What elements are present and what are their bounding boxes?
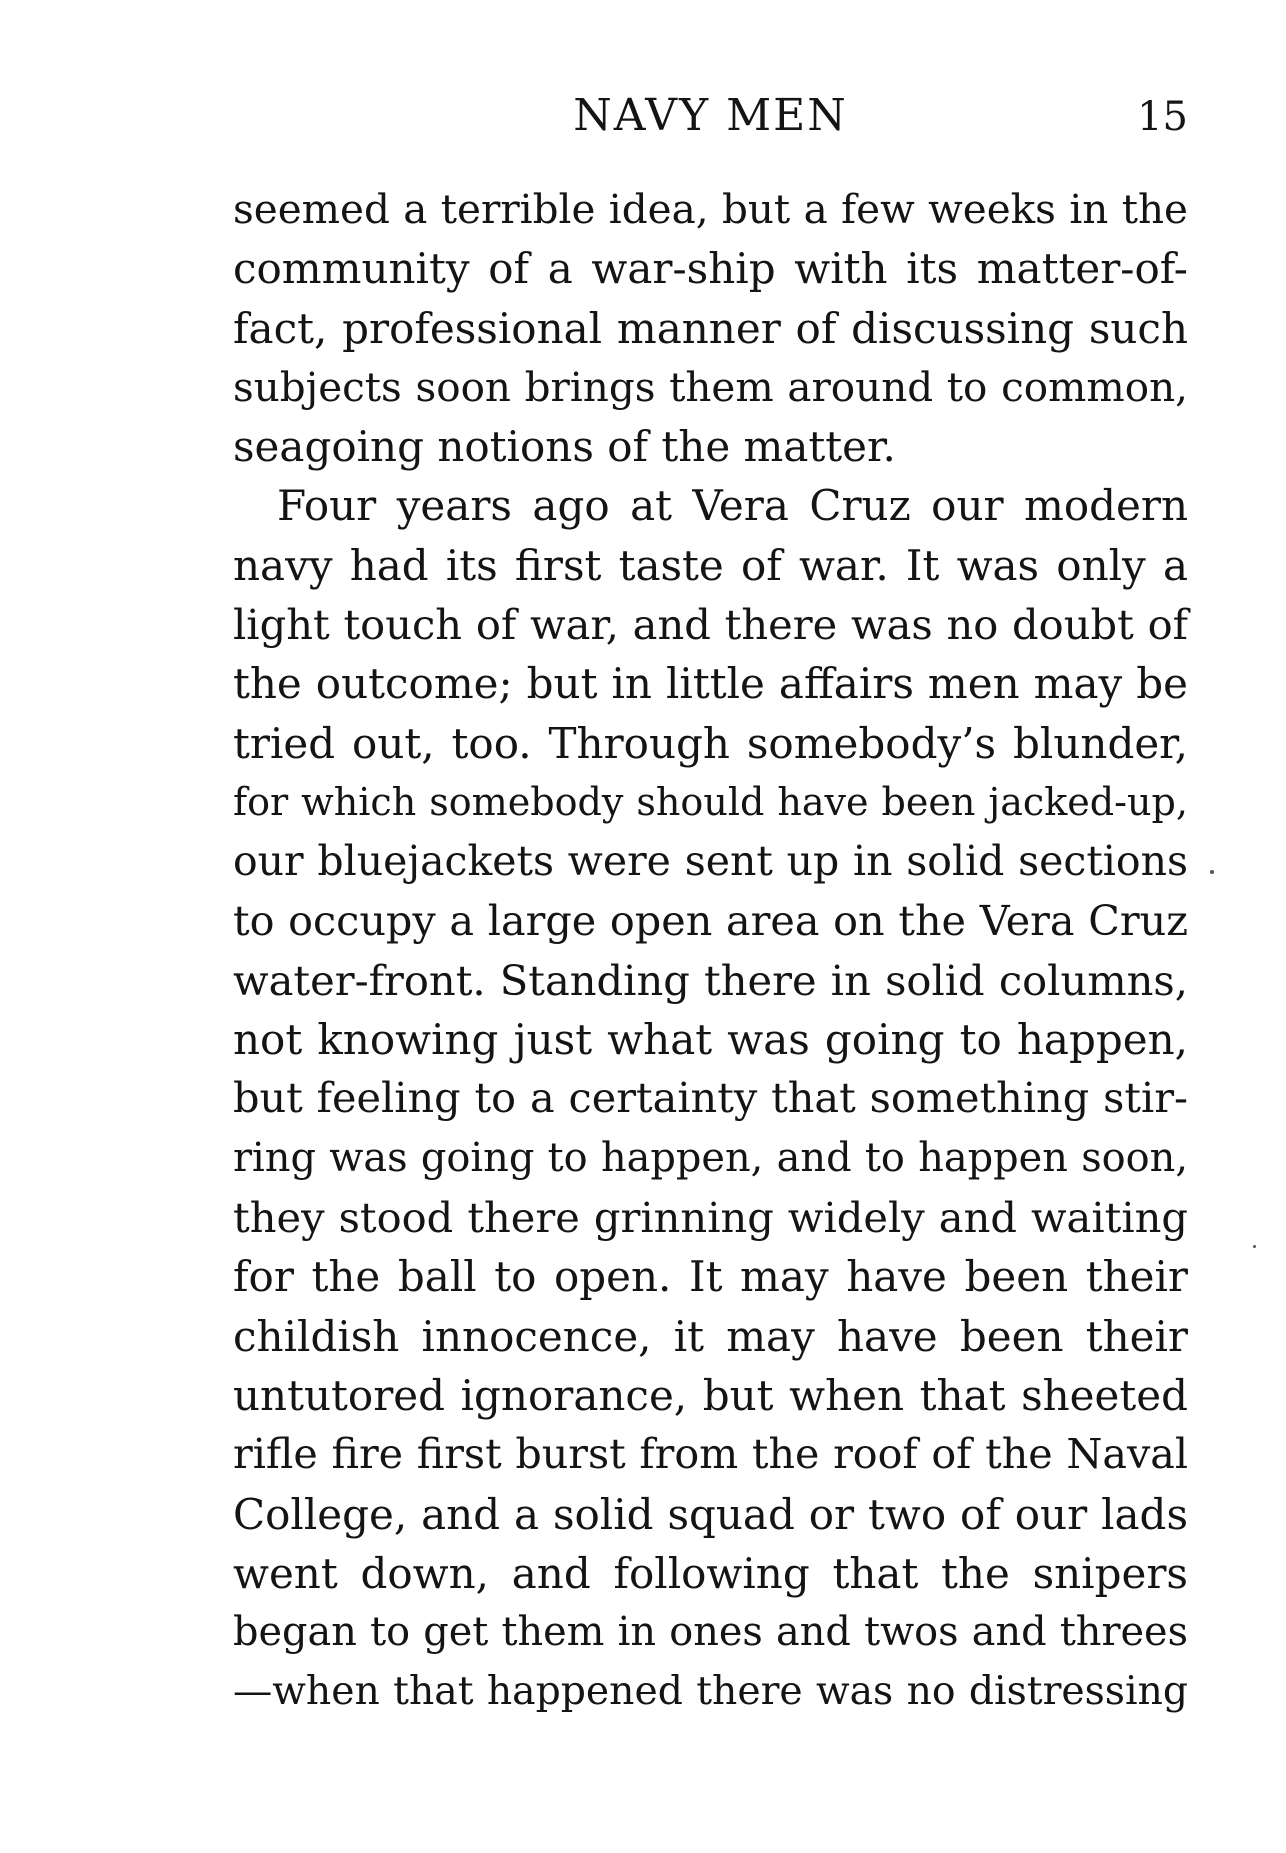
- text-line: community of a war-ship with its matter-of-: [233, 244, 1188, 294]
- text-line: went down, and following that the snipers: [233, 1548, 1188, 1598]
- text-line: seagoing notions of the matter.: [233, 422, 896, 472]
- body-text: [233, 180, 1188, 1722]
- text-line: but feeling to a certainty that something stir-: [233, 1074, 1188, 1123]
- text-line: rifle fire first burst from the roof of the Naval: [233, 1430, 1188, 1479]
- text-line: subjects soon brings them around to common,: [233, 362, 1188, 411]
- running-head: [233, 90, 1188, 150]
- paragraph-first-line: Four years ago at Vera Cruz our modern: [277, 481, 1188, 531]
- text-line: College, and a solid squad or two of our lads: [233, 1489, 1188, 1539]
- text-line: fact, professional manner of discussing such: [233, 303, 1188, 353]
- page-number: 15: [1137, 94, 1188, 140]
- text-line: untutored ignorance, but when that sheeted: [233, 1370, 1188, 1420]
- text-line: not knowing just what was going to happen,: [233, 1015, 1188, 1065]
- running-title: NAVY MEN: [573, 90, 848, 141]
- text-line: —when that happened there was no distressing: [233, 1669, 1188, 1715]
- text-line: tried out, too. Through somebody’s blunder,: [233, 718, 1188, 768]
- text-line: light touch of war, and there was no doubt of: [233, 600, 1188, 650]
- text-line: began to get them in ones and twos and threes: [233, 1609, 1188, 1656]
- print-speck: [1253, 1245, 1256, 1248]
- text-line: they stood there grinning widely and waiting: [233, 1193, 1188, 1243]
- text-line: seemed a terrible idea, but a few weeks in the: [233, 185, 1188, 233]
- text-line: our bluejackets were sent up in solid sections: [233, 837, 1188, 886]
- text-line: to occupy a large open area on the Vera Cruz: [233, 896, 1188, 945]
- text-line: navy had its first taste of war. It was only a: [233, 540, 1188, 590]
- text-line: childish innocence, it may have been their: [233, 1311, 1188, 1361]
- text-line: ring was going to happen, and to happen soon,: [233, 1134, 1188, 1181]
- text-line: the outcome; but in little affairs men may be: [233, 659, 1188, 709]
- text-line: for which somebody should have been jacked-up,: [233, 779, 1188, 824]
- text-line: for the ball to open. It may have been their: [233, 1252, 1188, 1302]
- print-speck: [1210, 870, 1214, 874]
- text-line: water-front. Standing there in solid columns,: [233, 955, 1188, 1005]
